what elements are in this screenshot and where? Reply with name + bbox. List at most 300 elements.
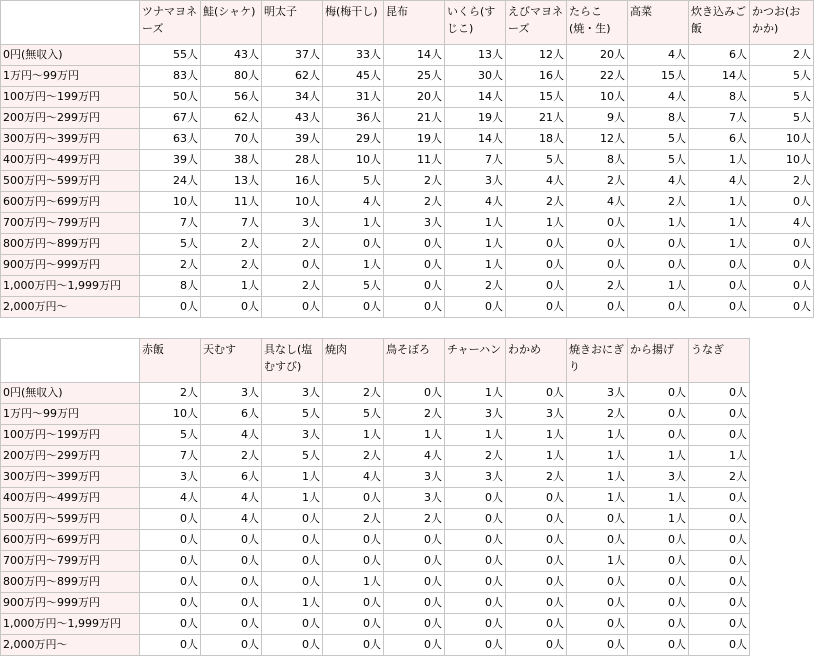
row-label[interactable]: 200万円～299万円 bbox=[1, 446, 140, 467]
value-cell[interactable]: 24人 bbox=[140, 171, 201, 192]
value-cell[interactable]: 20人 bbox=[567, 45, 628, 66]
value-cell[interactable]: 7人 bbox=[140, 213, 201, 234]
row-label[interactable]: 100万円～199万円 bbox=[1, 425, 140, 446]
value-cell[interactable]: 0人 bbox=[567, 297, 628, 318]
value-cell[interactable]: 4人 bbox=[689, 171, 750, 192]
value-cell[interactable]: 5人 bbox=[140, 425, 201, 446]
value-cell[interactable]: 21人 bbox=[384, 108, 445, 129]
value-cell[interactable]: 0人 bbox=[628, 593, 689, 614]
value-cell[interactable]: 1人 bbox=[323, 572, 384, 593]
value-cell[interactable]: 10人 bbox=[750, 150, 814, 171]
value-cell[interactable]: 1人 bbox=[628, 488, 689, 509]
column-header[interactable]: 昆布 bbox=[384, 1, 445, 45]
value-cell[interactable]: 4人 bbox=[628, 171, 689, 192]
value-cell[interactable]: 0人 bbox=[628, 530, 689, 551]
value-cell[interactable]: 2人 bbox=[201, 255, 262, 276]
value-cell[interactable]: 5人 bbox=[750, 108, 814, 129]
value-cell[interactable]: 3人 bbox=[445, 171, 506, 192]
value-cell[interactable]: 6人 bbox=[201, 404, 262, 425]
value-cell[interactable]: 39人 bbox=[140, 150, 201, 171]
value-cell[interactable]: 21人 bbox=[506, 108, 567, 129]
row-label[interactable]: 700万円～799万円 bbox=[1, 213, 140, 234]
value-cell[interactable]: 0人 bbox=[140, 572, 201, 593]
value-cell[interactable]: 0人 bbox=[628, 404, 689, 425]
value-cell[interactable]: 2人 bbox=[262, 276, 323, 297]
value-cell[interactable]: 0人 bbox=[384, 276, 445, 297]
value-cell[interactable]: 0人 bbox=[445, 593, 506, 614]
value-cell[interactable]: 12人 bbox=[567, 129, 628, 150]
row-label[interactable]: 2,000万円～ bbox=[1, 297, 140, 318]
value-cell[interactable]: 70人 bbox=[201, 129, 262, 150]
value-cell[interactable]: 5人 bbox=[750, 66, 814, 87]
value-cell[interactable]: 0人 bbox=[506, 509, 567, 530]
value-cell[interactable]: 19人 bbox=[445, 108, 506, 129]
column-header[interactable]: うなぎ bbox=[689, 339, 750, 383]
value-cell[interactable]: 1人 bbox=[567, 425, 628, 446]
value-cell[interactable]: 6人 bbox=[201, 467, 262, 488]
value-cell[interactable]: 0人 bbox=[262, 572, 323, 593]
value-cell[interactable]: 2人 bbox=[445, 276, 506, 297]
value-cell[interactable]: 2人 bbox=[567, 404, 628, 425]
value-cell[interactable]: 55人 bbox=[140, 45, 201, 66]
value-cell[interactable]: 0人 bbox=[506, 255, 567, 276]
value-cell[interactable]: 2人 bbox=[506, 467, 567, 488]
value-cell[interactable]: 0人 bbox=[323, 635, 384, 656]
value-cell[interactable]: 0人 bbox=[506, 593, 567, 614]
value-cell[interactable]: 0人 bbox=[689, 572, 750, 593]
value-cell[interactable]: 0人 bbox=[384, 530, 445, 551]
value-cell[interactable]: 3人 bbox=[384, 488, 445, 509]
value-cell[interactable]: 67人 bbox=[140, 108, 201, 129]
value-cell[interactable]: 2人 bbox=[384, 171, 445, 192]
value-cell[interactable]: 0人 bbox=[506, 383, 567, 404]
value-cell[interactable]: 0人 bbox=[689, 635, 750, 656]
value-cell[interactable]: 1人 bbox=[262, 467, 323, 488]
value-cell[interactable]: 0人 bbox=[262, 297, 323, 318]
value-cell[interactable]: 0人 bbox=[567, 234, 628, 255]
column-header[interactable]: ツナマヨネーズ bbox=[140, 1, 201, 45]
value-cell[interactable]: 3人 bbox=[262, 425, 323, 446]
value-cell[interactable]: 0人 bbox=[262, 635, 323, 656]
value-cell[interactable]: 0人 bbox=[506, 234, 567, 255]
row-label[interactable]: 1,000万円～1,999万円 bbox=[1, 276, 140, 297]
value-cell[interactable]: 4人 bbox=[628, 45, 689, 66]
row-label[interactable]: 900万円～999万円 bbox=[1, 593, 140, 614]
value-cell[interactable]: 45人 bbox=[323, 66, 384, 87]
value-cell[interactable]: 4人 bbox=[506, 171, 567, 192]
column-header[interactable]: いくら(すじこ) bbox=[445, 1, 506, 45]
value-cell[interactable]: 0人 bbox=[567, 509, 628, 530]
value-cell[interactable]: 3人 bbox=[445, 467, 506, 488]
value-cell[interactable]: 0人 bbox=[689, 255, 750, 276]
column-header[interactable]: 赤飯 bbox=[140, 339, 201, 383]
value-cell[interactable]: 0人 bbox=[567, 530, 628, 551]
value-cell[interactable]: 0人 bbox=[140, 635, 201, 656]
row-label[interactable]: 1万円～99万円 bbox=[1, 66, 140, 87]
value-cell[interactable]: 0人 bbox=[689, 530, 750, 551]
value-cell[interactable]: 19人 bbox=[384, 129, 445, 150]
row-label[interactable]: 800万円～899万円 bbox=[1, 234, 140, 255]
value-cell[interactable]: 3人 bbox=[445, 404, 506, 425]
corner-cell[interactable] bbox=[1, 339, 140, 383]
column-header[interactable]: 焼肉 bbox=[323, 339, 384, 383]
corner-cell[interactable] bbox=[1, 1, 140, 45]
value-cell[interactable]: 62人 bbox=[262, 66, 323, 87]
row-label[interactable]: 2,000万円～ bbox=[1, 635, 140, 656]
value-cell[interactable]: 6人 bbox=[689, 129, 750, 150]
value-cell[interactable]: 83人 bbox=[140, 66, 201, 87]
value-cell[interactable]: 0人 bbox=[689, 425, 750, 446]
value-cell[interactable]: 5人 bbox=[323, 276, 384, 297]
value-cell[interactable]: 3人 bbox=[567, 383, 628, 404]
value-cell[interactable]: 4人 bbox=[628, 87, 689, 108]
value-cell[interactable]: 15人 bbox=[506, 87, 567, 108]
column-header[interactable]: チャーハン bbox=[445, 339, 506, 383]
value-cell[interactable]: 0人 bbox=[201, 297, 262, 318]
value-cell[interactable]: 1人 bbox=[628, 509, 689, 530]
value-cell[interactable]: 0人 bbox=[445, 488, 506, 509]
value-cell[interactable]: 3人 bbox=[384, 213, 445, 234]
value-cell[interactable]: 5人 bbox=[262, 446, 323, 467]
value-cell[interactable]: 1人 bbox=[689, 213, 750, 234]
value-cell[interactable]: 25人 bbox=[384, 66, 445, 87]
value-cell[interactable]: 0人 bbox=[628, 614, 689, 635]
value-cell[interactable]: 2人 bbox=[384, 192, 445, 213]
value-cell[interactable]: 3人 bbox=[262, 383, 323, 404]
value-cell[interactable]: 0人 bbox=[140, 297, 201, 318]
value-cell[interactable]: 7人 bbox=[140, 446, 201, 467]
value-cell[interactable]: 0人 bbox=[445, 530, 506, 551]
value-cell[interactable]: 9人 bbox=[567, 108, 628, 129]
row-label[interactable]: 300万円～399万円 bbox=[1, 129, 140, 150]
value-cell[interactable]: 3人 bbox=[262, 213, 323, 234]
row-label[interactable]: 600万円～699万円 bbox=[1, 530, 140, 551]
value-cell[interactable]: 7人 bbox=[201, 213, 262, 234]
value-cell[interactable]: 2人 bbox=[201, 446, 262, 467]
value-cell[interactable]: 43人 bbox=[201, 45, 262, 66]
value-cell[interactable]: 16人 bbox=[262, 171, 323, 192]
value-cell[interactable]: 10人 bbox=[567, 87, 628, 108]
value-cell[interactable]: 0人 bbox=[445, 635, 506, 656]
value-cell[interactable]: 2人 bbox=[750, 45, 814, 66]
value-cell[interactable]: 15人 bbox=[628, 66, 689, 87]
value-cell[interactable]: 0人 bbox=[506, 572, 567, 593]
value-cell[interactable]: 1人 bbox=[628, 213, 689, 234]
row-label[interactable]: 700万円～799万円 bbox=[1, 551, 140, 572]
value-cell[interactable]: 5人 bbox=[628, 129, 689, 150]
value-cell[interactable]: 0人 bbox=[384, 551, 445, 572]
value-cell[interactable]: 2人 bbox=[384, 404, 445, 425]
column-header[interactable]: たらこ(焼・生) bbox=[567, 1, 628, 45]
value-cell[interactable]: 43人 bbox=[262, 108, 323, 129]
value-cell[interactable]: 0人 bbox=[445, 509, 506, 530]
column-header[interactable]: 鳥そぼろ bbox=[384, 339, 445, 383]
value-cell[interactable]: 1人 bbox=[262, 488, 323, 509]
value-cell[interactable]: 0人 bbox=[628, 572, 689, 593]
value-cell[interactable]: 0人 bbox=[689, 276, 750, 297]
column-header[interactable]: 具なし(塩むすび) bbox=[262, 339, 323, 383]
value-cell[interactable]: 0人 bbox=[384, 297, 445, 318]
value-cell[interactable]: 0人 bbox=[628, 383, 689, 404]
row-label[interactable]: 600万円～699万円 bbox=[1, 192, 140, 213]
value-cell[interactable]: 1人 bbox=[201, 276, 262, 297]
value-cell[interactable]: 0人 bbox=[689, 404, 750, 425]
value-cell[interactable]: 4人 bbox=[445, 192, 506, 213]
value-cell[interactable]: 0人 bbox=[506, 276, 567, 297]
value-cell[interactable]: 3人 bbox=[628, 467, 689, 488]
value-cell[interactable]: 0人 bbox=[384, 255, 445, 276]
value-cell[interactable]: 0人 bbox=[201, 635, 262, 656]
value-cell[interactable]: 14人 bbox=[689, 66, 750, 87]
value-cell[interactable]: 0人 bbox=[750, 234, 814, 255]
value-cell[interactable]: 0人 bbox=[445, 572, 506, 593]
value-cell[interactable]: 10人 bbox=[140, 192, 201, 213]
value-cell[interactable]: 1人 bbox=[689, 150, 750, 171]
column-header[interactable]: から揚げ bbox=[628, 339, 689, 383]
value-cell[interactable]: 0人 bbox=[689, 614, 750, 635]
value-cell[interactable]: 1人 bbox=[323, 213, 384, 234]
value-cell[interactable]: 2人 bbox=[323, 509, 384, 530]
value-cell[interactable]: 39人 bbox=[262, 129, 323, 150]
value-cell[interactable]: 30人 bbox=[445, 66, 506, 87]
row-label[interactable]: 300万円～399万円 bbox=[1, 467, 140, 488]
row-label[interactable]: 400万円～499万円 bbox=[1, 150, 140, 171]
value-cell[interactable]: 1人 bbox=[445, 383, 506, 404]
value-cell[interactable]: 1人 bbox=[323, 425, 384, 446]
value-cell[interactable]: 0人 bbox=[262, 509, 323, 530]
value-cell[interactable]: 0人 bbox=[689, 297, 750, 318]
value-cell[interactable]: 14人 bbox=[384, 45, 445, 66]
row-label[interactable]: 500万円～599万円 bbox=[1, 509, 140, 530]
value-cell[interactable]: 0人 bbox=[323, 551, 384, 572]
value-cell[interactable]: 1人 bbox=[506, 213, 567, 234]
value-cell[interactable]: 2人 bbox=[567, 276, 628, 297]
value-cell[interactable]: 0人 bbox=[750, 276, 814, 297]
value-cell[interactable]: 5人 bbox=[628, 150, 689, 171]
value-cell[interactable]: 0人 bbox=[323, 530, 384, 551]
value-cell[interactable]: 22人 bbox=[567, 66, 628, 87]
value-cell[interactable]: 0人 bbox=[506, 488, 567, 509]
value-cell[interactable]: 0人 bbox=[384, 234, 445, 255]
value-cell[interactable]: 34人 bbox=[262, 87, 323, 108]
row-label[interactable]: 400万円～499万円 bbox=[1, 488, 140, 509]
value-cell[interactable]: 4人 bbox=[384, 446, 445, 467]
value-cell[interactable]: 0人 bbox=[201, 530, 262, 551]
value-cell[interactable]: 0人 bbox=[140, 530, 201, 551]
value-cell[interactable]: 2人 bbox=[262, 234, 323, 255]
value-cell[interactable]: 8人 bbox=[567, 150, 628, 171]
value-cell[interactable]: 0人 bbox=[628, 425, 689, 446]
value-cell[interactable]: 0人 bbox=[323, 614, 384, 635]
value-cell[interactable]: 0人 bbox=[689, 488, 750, 509]
value-cell[interactable]: 14人 bbox=[445, 87, 506, 108]
value-cell[interactable]: 1人 bbox=[628, 276, 689, 297]
value-cell[interactable]: 4人 bbox=[201, 425, 262, 446]
value-cell[interactable]: 0人 bbox=[567, 255, 628, 276]
value-cell[interactable]: 0人 bbox=[140, 614, 201, 635]
value-cell[interactable]: 14人 bbox=[445, 129, 506, 150]
value-cell[interactable]: 1人 bbox=[689, 446, 750, 467]
value-cell[interactable]: 0人 bbox=[323, 297, 384, 318]
value-cell[interactable]: 0人 bbox=[445, 297, 506, 318]
value-cell[interactable]: 0人 bbox=[750, 255, 814, 276]
value-cell[interactable]: 0人 bbox=[384, 614, 445, 635]
value-cell[interactable]: 0人 bbox=[506, 635, 567, 656]
value-cell[interactable]: 0人 bbox=[262, 530, 323, 551]
value-cell[interactable]: 2人 bbox=[323, 446, 384, 467]
value-cell[interactable]: 0人 bbox=[445, 614, 506, 635]
value-cell[interactable]: 4人 bbox=[140, 488, 201, 509]
value-cell[interactable]: 2人 bbox=[323, 383, 384, 404]
value-cell[interactable]: 33人 bbox=[323, 45, 384, 66]
value-cell[interactable]: 63人 bbox=[140, 129, 201, 150]
value-cell[interactable]: 0人 bbox=[140, 551, 201, 572]
value-cell[interactable]: 0人 bbox=[384, 383, 445, 404]
value-cell[interactable]: 1人 bbox=[262, 593, 323, 614]
value-cell[interactable]: 11人 bbox=[384, 150, 445, 171]
value-cell[interactable]: 2人 bbox=[140, 383, 201, 404]
row-label[interactable]: 500万円～599万円 bbox=[1, 171, 140, 192]
value-cell[interactable]: 0人 bbox=[567, 614, 628, 635]
value-cell[interactable]: 0人 bbox=[201, 593, 262, 614]
value-cell[interactable]: 1人 bbox=[689, 234, 750, 255]
value-cell[interactable]: 4人 bbox=[323, 192, 384, 213]
value-cell[interactable]: 0人 bbox=[506, 614, 567, 635]
value-cell[interactable]: 13人 bbox=[201, 171, 262, 192]
value-cell[interactable]: 2人 bbox=[750, 171, 814, 192]
value-cell[interactable]: 0人 bbox=[628, 234, 689, 255]
value-cell[interactable]: 0人 bbox=[140, 509, 201, 530]
value-cell[interactable]: 3人 bbox=[384, 467, 445, 488]
value-cell[interactable]: 5人 bbox=[506, 150, 567, 171]
value-cell[interactable]: 2人 bbox=[445, 446, 506, 467]
value-cell[interactable]: 2人 bbox=[567, 171, 628, 192]
value-cell[interactable]: 38人 bbox=[201, 150, 262, 171]
value-cell[interactable]: 1人 bbox=[445, 255, 506, 276]
value-cell[interactable]: 1人 bbox=[506, 446, 567, 467]
value-cell[interactable]: 0人 bbox=[384, 635, 445, 656]
value-cell[interactable]: 4人 bbox=[323, 467, 384, 488]
value-cell[interactable]: 0人 bbox=[323, 488, 384, 509]
value-cell[interactable]: 1人 bbox=[445, 425, 506, 446]
value-cell[interactable]: 0人 bbox=[567, 213, 628, 234]
value-cell[interactable]: 10人 bbox=[323, 150, 384, 171]
value-cell[interactable]: 3人 bbox=[140, 467, 201, 488]
value-cell[interactable]: 0人 bbox=[750, 297, 814, 318]
value-cell[interactable]: 37人 bbox=[262, 45, 323, 66]
value-cell[interactable]: 8人 bbox=[689, 87, 750, 108]
value-cell[interactable]: 5人 bbox=[140, 234, 201, 255]
row-label[interactable]: 200万円～299万円 bbox=[1, 108, 140, 129]
column-header[interactable]: 梅(梅干し) bbox=[323, 1, 384, 45]
value-cell[interactable]: 0人 bbox=[323, 234, 384, 255]
value-cell[interactable]: 0人 bbox=[323, 593, 384, 614]
value-cell[interactable]: 0人 bbox=[567, 593, 628, 614]
value-cell[interactable]: 0人 bbox=[384, 593, 445, 614]
value-cell[interactable]: 10人 bbox=[140, 404, 201, 425]
row-label[interactable]: 100万円～199万円 bbox=[1, 87, 140, 108]
value-cell[interactable]: 1人 bbox=[506, 425, 567, 446]
value-cell[interactable]: 2人 bbox=[689, 467, 750, 488]
value-cell[interactable]: 2人 bbox=[506, 192, 567, 213]
value-cell[interactable]: 0人 bbox=[628, 635, 689, 656]
row-label[interactable]: 1万円～99万円 bbox=[1, 404, 140, 425]
value-cell[interactable]: 1人 bbox=[567, 467, 628, 488]
value-cell[interactable]: 0人 bbox=[201, 614, 262, 635]
value-cell[interactable]: 20人 bbox=[384, 87, 445, 108]
value-cell[interactable]: 1人 bbox=[689, 192, 750, 213]
value-cell[interactable]: 0人 bbox=[445, 551, 506, 572]
value-cell[interactable]: 1人 bbox=[323, 255, 384, 276]
value-cell[interactable]: 0人 bbox=[689, 593, 750, 614]
value-cell[interactable]: 56人 bbox=[201, 87, 262, 108]
column-header[interactable]: 高菜 bbox=[628, 1, 689, 45]
value-cell[interactable]: 5人 bbox=[323, 404, 384, 425]
column-header[interactable]: 鮭(シャケ) bbox=[201, 1, 262, 45]
value-cell[interactable]: 12人 bbox=[506, 45, 567, 66]
value-cell[interactable]: 0人 bbox=[506, 551, 567, 572]
value-cell[interactable]: 1人 bbox=[567, 446, 628, 467]
value-cell[interactable]: 0人 bbox=[506, 530, 567, 551]
value-cell[interactable]: 0人 bbox=[201, 551, 262, 572]
value-cell[interactable]: 3人 bbox=[201, 383, 262, 404]
value-cell[interactable]: 4人 bbox=[201, 509, 262, 530]
value-cell[interactable]: 29人 bbox=[323, 129, 384, 150]
column-header[interactable]: 天むす bbox=[201, 339, 262, 383]
value-cell[interactable]: 0人 bbox=[384, 572, 445, 593]
value-cell[interactable]: 7人 bbox=[445, 150, 506, 171]
value-cell[interactable]: 50人 bbox=[140, 87, 201, 108]
value-cell[interactable]: 5人 bbox=[262, 404, 323, 425]
value-cell[interactable]: 8人 bbox=[628, 108, 689, 129]
column-header[interactable]: えびマヨネーズ bbox=[506, 1, 567, 45]
value-cell[interactable]: 4人 bbox=[201, 488, 262, 509]
value-cell[interactable]: 2人 bbox=[628, 192, 689, 213]
value-cell[interactable]: 31人 bbox=[323, 87, 384, 108]
value-cell[interactable]: 8人 bbox=[140, 276, 201, 297]
row-label[interactable]: 0円(無収入) bbox=[1, 45, 140, 66]
value-cell[interactable]: 4人 bbox=[567, 192, 628, 213]
value-cell[interactable]: 3人 bbox=[506, 404, 567, 425]
value-cell[interactable]: 1人 bbox=[445, 234, 506, 255]
value-cell[interactable]: 0人 bbox=[628, 297, 689, 318]
value-cell[interactable]: 0人 bbox=[628, 255, 689, 276]
value-cell[interactable]: 10人 bbox=[262, 192, 323, 213]
value-cell[interactable]: 36人 bbox=[323, 108, 384, 129]
value-cell[interactable]: 80人 bbox=[201, 66, 262, 87]
value-cell[interactable]: 62人 bbox=[201, 108, 262, 129]
value-cell[interactable]: 0人 bbox=[689, 551, 750, 572]
value-cell[interactable]: 6人 bbox=[689, 45, 750, 66]
value-cell[interactable]: 0人 bbox=[567, 635, 628, 656]
column-header[interactable]: かつお(おかか) bbox=[750, 1, 814, 45]
value-cell[interactable]: 16人 bbox=[506, 66, 567, 87]
value-cell[interactable]: 1人 bbox=[567, 488, 628, 509]
value-cell[interactable]: 4人 bbox=[750, 213, 814, 234]
column-header[interactable]: 明太子 bbox=[262, 1, 323, 45]
row-label[interactable]: 0円(無収入) bbox=[1, 383, 140, 404]
value-cell[interactable]: 28人 bbox=[262, 150, 323, 171]
row-label[interactable]: 800万円～899万円 bbox=[1, 572, 140, 593]
column-header[interactable]: 炊き込みご飯 bbox=[689, 1, 750, 45]
value-cell[interactable]: 13人 bbox=[445, 45, 506, 66]
value-cell[interactable]: 10人 bbox=[750, 129, 814, 150]
value-cell[interactable]: 2人 bbox=[201, 234, 262, 255]
column-header[interactable]: 焼きおにぎり bbox=[567, 339, 628, 383]
value-cell[interactable]: 0人 bbox=[140, 593, 201, 614]
value-cell[interactable]: 1人 bbox=[628, 446, 689, 467]
value-cell[interactable]: 0人 bbox=[262, 255, 323, 276]
